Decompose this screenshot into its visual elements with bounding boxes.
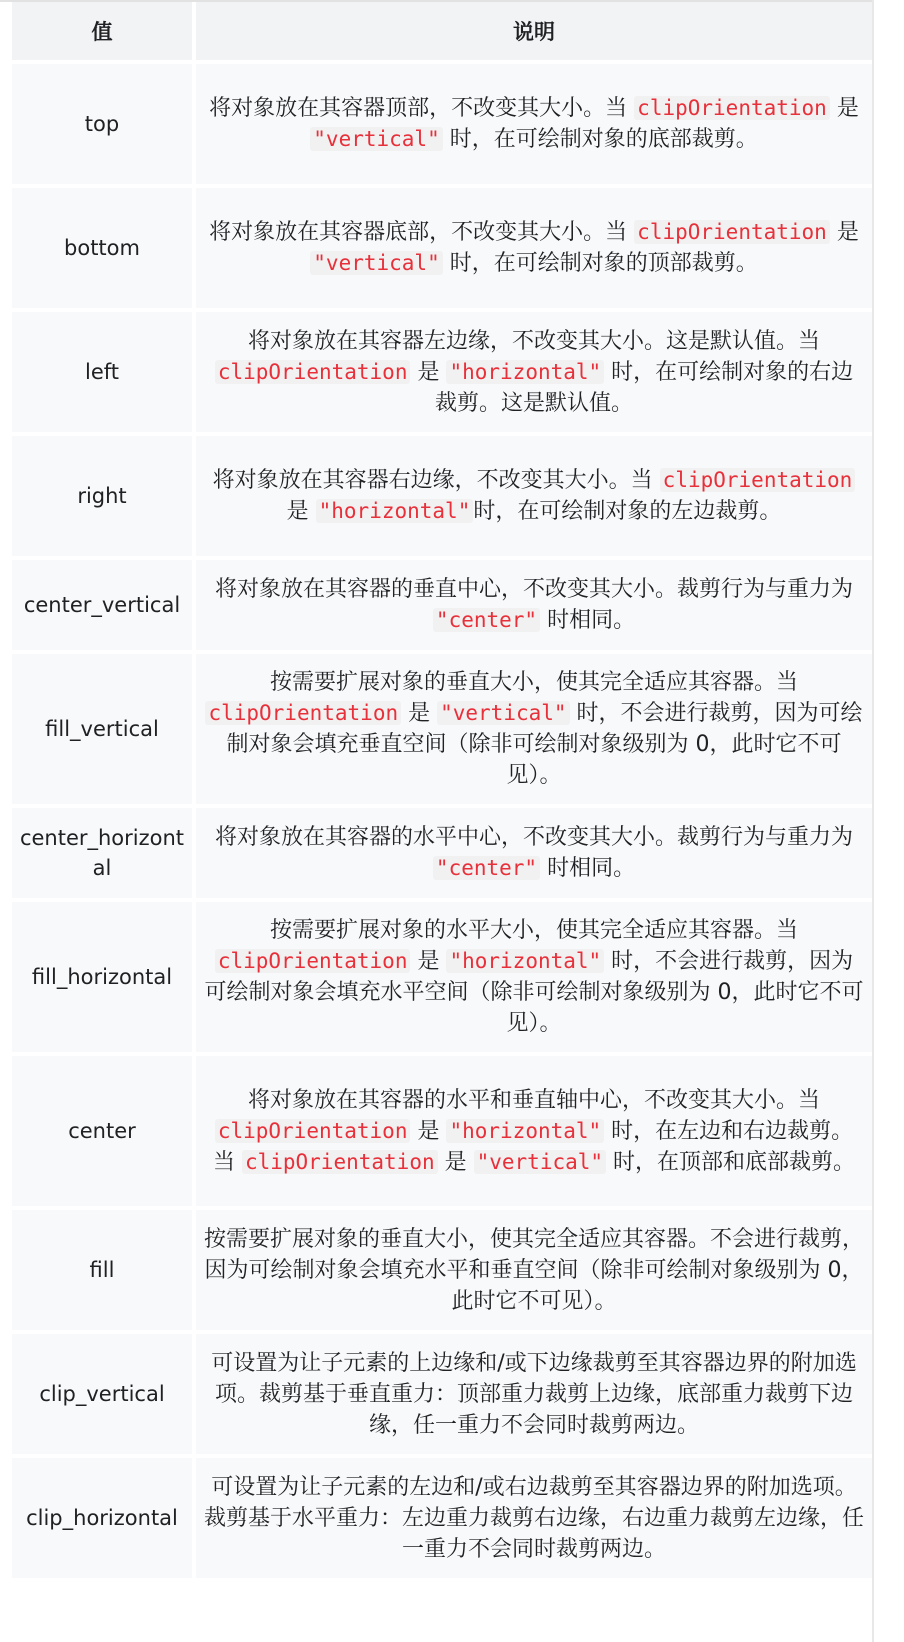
code-term: clipOrientation: [634, 220, 830, 244]
description-text: 是: [410, 359, 447, 385]
table-row: [12, 654, 872, 808]
table-header-row: [12, 2, 872, 64]
table-row: [12, 1056, 872, 1210]
code-term: "vertical": [310, 127, 442, 151]
description-text: 可设置为让子元素的左边和/或右边裁剪至其容器边界的附加选项。裁剪基于水平重力：左边重力裁剪右边缘，右边重力裁剪左边缘，任一重力不会同时裁剪两边。: [204, 1474, 865, 1562]
description-cell: [196, 560, 872, 654]
description-text: 时，不会进行裁剪，因为可绘制对象会填充垂直空间（除非可绘制对象级别为 0，此时它不可见）。: [226, 701, 863, 788]
description-text: 时，在可绘制对象的顶部裁剪。: [442, 251, 758, 276]
description-cell: [196, 1210, 872, 1334]
value-cell: fill: [12, 1210, 196, 1334]
value-cell: clip_horizontal: [12, 1458, 196, 1582]
description-text: 时，在可绘制对象的左边裁剪。: [473, 499, 782, 524]
description-cell: [196, 1458, 872, 1582]
description-text: 按需要扩展对象的水平大小，使其完全适应其容器。当: [269, 918, 798, 943]
value-cell: top: [12, 64, 196, 188]
description-text: 是: [401, 701, 438, 726]
description-text: 将对象放在其容器顶部，不改变其大小。当: [209, 96, 635, 121]
description-text: 将对象放在其容器右边缘，不改变其大小。当: [212, 468, 660, 493]
code-term: "vertical": [310, 251, 442, 275]
description-cell: [196, 902, 872, 1056]
description-text: 是: [286, 499, 316, 524]
code-term: "horizontal": [446, 949, 604, 973]
table-body: [12, 64, 872, 1582]
description-text: 将对象放在其容器的水平和垂直轴中心，不改变其大小。当: [247, 1087, 820, 1113]
table-row: [12, 1334, 872, 1458]
description-text: 时，不会进行裁剪，因为可绘制对象会填充水平空间（除非可绘制对象级别为 0，此时它不可见）。: [204, 949, 864, 1036]
description-text: 是: [437, 1149, 474, 1175]
code-term: "center": [433, 856, 540, 880]
value-cell: clip_vertical: [12, 1334, 196, 1458]
value-cell: center_horizontal: [12, 808, 196, 902]
code-term: "horizontal": [446, 1119, 604, 1143]
description-text: 将对象放在其容器的垂直中心，不改变其大小。裁剪行为与重力为: [214, 577, 853, 602]
code-term: clipOrientation: [634, 96, 830, 120]
description-text: 是: [829, 220, 859, 245]
description-text: 是: [829, 96, 859, 121]
description-cell: [196, 808, 872, 902]
code-term: clipOrientation: [215, 360, 411, 384]
table-row: [12, 902, 872, 1056]
table-row: [12, 1210, 872, 1334]
description-cell: [196, 188, 872, 312]
description-text: 时相同。: [540, 608, 636, 633]
value-cell: fill_vertical: [12, 654, 196, 808]
table-row: [12, 436, 872, 560]
description-text: 时，在可绘制对象的右边裁剪。这是默认值。: [434, 359, 854, 416]
description-text: 是: [410, 949, 447, 974]
value-cell: left: [12, 312, 196, 436]
value-cell: center_vertical: [12, 560, 196, 654]
code-term: "vertical": [474, 1150, 606, 1174]
value-cell: fill_horizontal: [12, 902, 196, 1056]
code-term: clipOrientation: [205, 701, 401, 725]
description-text: 可设置为让子元素的上边缘和/或下边缘裁剪至其容器边界的附加选项。裁剪基于垂直重力：顶部重力裁剪上边缘，底部重力裁剪下边缘，任一重力不会同时裁剪两边。: [211, 1350, 857, 1438]
description-cell: [196, 64, 872, 188]
table-row: [12, 312, 872, 436]
page-gutter: [876, 0, 904, 1642]
description-text: 按需要扩展对象的垂直大小，使其完全适应其容器。不会进行裁剪，因为可绘制对象会填充水平和垂直空间（除非可绘制对象级别为 0，此时它不可见）。: [204, 1226, 865, 1314]
column-header-description: 说明: [196, 2, 872, 64]
code-term: clipOrientation: [215, 949, 411, 973]
description-cell: [196, 312, 872, 436]
description-text: 时，在可绘制对象的底部裁剪。: [442, 127, 758, 152]
description-text: 将对象放在其容器底部，不改变其大小。当: [209, 220, 635, 245]
table-row: [12, 560, 872, 654]
table-row: [12, 64, 872, 188]
table-row: [12, 188, 872, 312]
value-cell: center: [12, 1056, 196, 1210]
description-text: 是: [410, 1118, 447, 1144]
code-term: "horizontal": [446, 360, 604, 384]
code-term: clipOrientation: [242, 1150, 438, 1174]
value-cell: right: [12, 436, 196, 560]
description-text: 时，在左边和右边裁剪。当: [212, 1118, 854, 1175]
description-cell: [196, 436, 872, 560]
code-term: clipOrientation: [660, 468, 856, 492]
right-border: [872, 0, 874, 1642]
value-cell: bottom: [12, 188, 196, 312]
table-row: [12, 808, 872, 902]
description-text: 将对象放在其容器的水平中心，不改变其大小。裁剪行为与重力为: [214, 825, 853, 850]
code-term: "horizontal": [316, 499, 474, 523]
description-cell: [196, 654, 872, 808]
gravity-values-table: [12, 2, 872, 1582]
description-text: 按需要扩展对象的垂直大小，使其完全适应其容器。当: [269, 670, 798, 695]
column-header-value: 值: [12, 2, 196, 64]
table-row: [12, 1458, 872, 1582]
description-text: 将对象放在其容器左边缘，不改变其大小。这是默认值。当: [247, 328, 820, 354]
code-term: "center": [433, 608, 540, 632]
description-text: 时相同。: [540, 856, 636, 881]
description-cell: [196, 1334, 872, 1458]
code-term: "vertical": [437, 701, 569, 725]
code-term: clipOrientation: [215, 1119, 411, 1143]
description-cell: [196, 1056, 872, 1210]
description-text: 时，在顶部和底部裁剪。: [606, 1149, 856, 1175]
